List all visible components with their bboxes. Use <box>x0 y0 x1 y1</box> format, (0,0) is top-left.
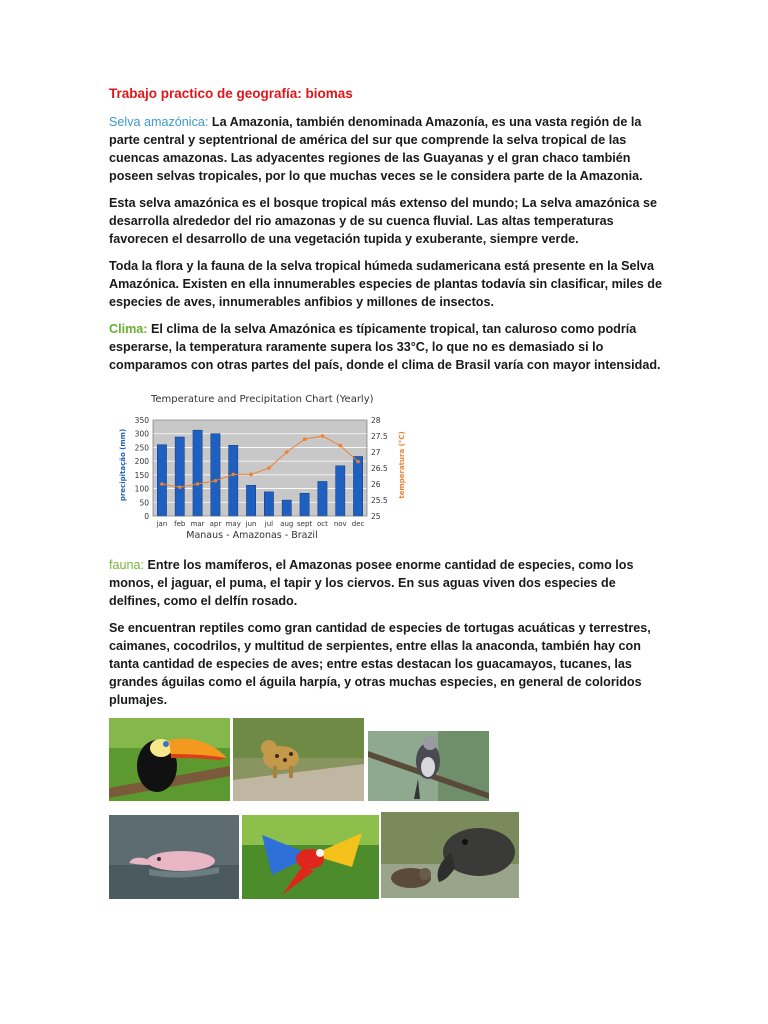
chart-bar-may <box>229 445 238 516</box>
chart-y-tick-label: 0 <box>144 512 149 521</box>
chart-y2-tick-label: 25.5 <box>371 496 388 505</box>
paragraph-lead-fauna: fauna: <box>109 558 145 572</box>
chart-y-tick-label: 300 <box>134 429 149 439</box>
chart-temperature-point-apr <box>214 479 218 483</box>
chart-y2-tick-label: 27 <box>371 448 381 457</box>
chart-y-tick-label: 200 <box>134 457 149 467</box>
paragraph-text-clima: El clima de la selva Amazónica es típicamente tropical, tan caluroso como podría esperarse, la temperatura raramente supera los 33°C, lo que no es demasiado si lo comparamos con otras partes del país, donde el clima de Brasil varía con mayor intensidad. <box>109 322 661 372</box>
chart-x-tick-label: apr <box>209 520 222 528</box>
chart-y-tick-label: 250 <box>134 443 149 453</box>
chart-bar-feb <box>175 437 184 516</box>
chart-bar-apr <box>211 434 220 516</box>
chart-x-tick-label: jan <box>156 520 168 528</box>
chart-y2-tick-label: 28 <box>371 416 381 425</box>
chart-x-tick-label: feb <box>174 520 186 528</box>
chart-x-tick-label: dec <box>351 520 365 528</box>
chart-bar-oct <box>318 481 327 516</box>
chart-y2-tick-label: 27.5 <box>371 432 388 441</box>
climate-chart-svg <box>115 388 406 548</box>
paragraph-flora-fauna: Toda la flora y la fauna de la selva tropical húmeda sudamericana está presente en la Selva Amazónica. Existen en ella innumerables especies de plantas todavía sin clasificar, miles de especies de aves, innumerables anfibios y millones de insectos. <box>109 259 662 309</box>
document-body <box>109 86 664 383</box>
macaw-photo <box>242 815 379 899</box>
chart-x-tick-label: may <box>225 520 241 528</box>
chart-temperature-point-oct <box>321 434 325 438</box>
chart-y2-tick-label: 25 <box>371 512 381 521</box>
chart-temperature-point-aug <box>285 450 289 454</box>
chart-x-tick-label: aug <box>280 520 294 528</box>
chart-bar-aug <box>282 500 291 516</box>
chart-temperature-point-may <box>231 473 235 477</box>
paragraph-clima <box>109 320 664 374</box>
toucan-photo <box>109 718 230 801</box>
document-body-lower <box>109 556 664 718</box>
chart-y2-tick-label: 26.5 <box>371 464 388 473</box>
paragraph-fauna <box>109 556 664 610</box>
paragraph-lead-clima: Clima: <box>109 322 148 336</box>
chart-temperature-point-jun <box>249 473 253 477</box>
chart-x-tick-label: sept <box>297 520 313 528</box>
chart-temperature-point-mar <box>196 482 200 486</box>
chart-x-tick-label: oct <box>316 520 328 528</box>
chart-plot-area <box>135 416 388 528</box>
chart-y-tick-label: 350 <box>134 416 149 425</box>
chart-bar-nov <box>336 466 345 516</box>
chart-x-tick-label: nov <box>333 520 347 528</box>
chart-temperature-point-feb <box>178 485 182 489</box>
chart-x-tick-label: mar <box>190 520 205 528</box>
chart-bar-sept <box>300 493 309 516</box>
chart-plot-background <box>153 420 367 516</box>
chart-temperature-point-dec <box>356 460 360 464</box>
chart-title: Temperature and Precipitation Chart (Yearly) <box>151 394 374 405</box>
chart-temperature-point-nov <box>338 444 342 448</box>
paragraph-bosque: Esta selva amazónica es el bosque tropical más extenso del mundo; La selva amazónica se desarrolla alrededor del rio amazonas y de su cuenca fluvial. Las altas temperaturas favorecen el desarrollo de una vegetación tupida y exuberante, siempre verde. <box>109 196 658 246</box>
chart-subtitle: Manaus - Amazonas - Brazil <box>186 530 318 541</box>
paragraph-text-fauna: Entre los mamíferos, el Amazonas posee enorme cantidad de especies, como los monos, el jaguar, el puma, el tapir y los ciervos. En sus aguas viven dos especies de delfines, como el delfín rosado. <box>109 558 634 608</box>
pink-dolphin-photo <box>109 815 239 899</box>
jaguar-photo <box>233 718 364 801</box>
chart-temperature-point-sept <box>303 437 307 441</box>
tapir-photo <box>381 812 519 898</box>
paragraph-reptiles-aves: Se encuentran reptiles como gran cantidad de especies de tortugas acuáticas y terrestres, caimanes, cocodrilos, y multitud de serpientes, entre ellas la anaconda, también hay con tanta cantidad de especies de aves; entre estas destacan los guacamayos, tucanes, las grandes águilas como el águila harpía, y otras muchas especies, en general de coloridos plumajes. <box>109 621 651 707</box>
document-title: Trabajo practico de geografía: biomas <box>109 86 353 101</box>
chart-temperature-point-jan <box>160 482 164 486</box>
chart-bar-jun <box>246 485 255 516</box>
chart-bar-dec <box>353 456 362 516</box>
climate-chart <box>115 388 406 548</box>
chart-bar-jan <box>157 445 166 516</box>
chart-y2-tick-label: 26 <box>371 480 381 489</box>
paragraph-text-selva: La Amazonia, también denominada Amazonía, es una vasta región de la parte central y septentrional de américa del sur que comprende la selva tropical de las cuencas amazonas. Las adyacentes regiones de las Guayanas y el gran chaco también poseen selvas tropicales, por lo que muchas veces se le considera parte de la Amazonia. <box>109 115 643 183</box>
chart-x-tick-label: jun <box>245 520 257 528</box>
paragraph-selva <box>109 113 664 185</box>
chart-bar-mar <box>193 430 202 516</box>
chart-temperature-point-jul <box>267 466 271 470</box>
chart-y-axis-label: precipitação (mm) <box>119 428 127 502</box>
chart-y-tick-label: 100 <box>134 484 149 494</box>
chart-y-tick-label: 150 <box>134 470 149 480</box>
harpy-eagle-photo <box>368 731 489 801</box>
chart-bar-jul <box>264 492 273 516</box>
chart-x-tick-label: jul <box>264 520 274 528</box>
chart-y-tick-label: 50 <box>139 498 149 508</box>
paragraph-lead-selva: Selva amazónica: <box>109 115 209 129</box>
chart-y2-axis-label: temperatura (°C) <box>398 431 406 499</box>
